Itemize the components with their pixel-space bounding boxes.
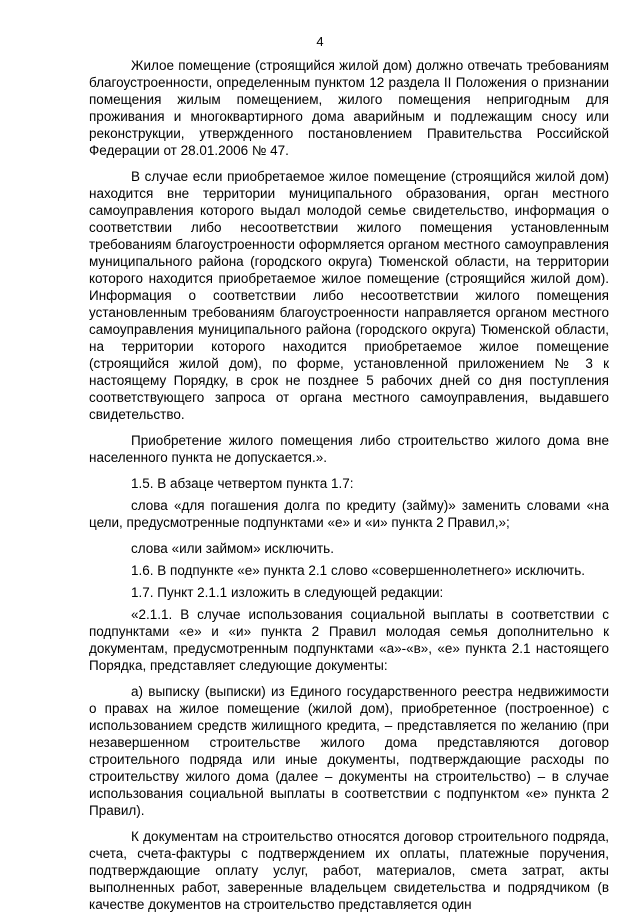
paragraph-construction-documents: К документам на строительство относятся договор строительного подряда, счета, счета-фактуры с подтверждением их оплаты, платежные поручения, подтверждающие оплату услуг, работ, материалов, смета затрат, акты выполненных работ, заверенные владельцем свидетельства и подрядчиком (в качестве документов на строительство представляется один — [89, 829, 609, 912]
paragraph-item-2-1-1: «2.1.1. В случае использования социальной выплаты в соответствии с подпунктами «е» и «и» пункта 2 Правил молодая семья дополнительно к документам, предусмотренным подпунктами «а»-«в», «е» пункта 2.1 настоящего Порядка, представляет следующие документы: — [89, 607, 609, 673]
paragraph-subitem-a: а) выписку (выписки) из Единого государственного реестра недвижимости о правах на жилое помещение (жилой дом), приобретенное (построенное) с использованием средств жилищного кредита, – представляется по желанию (при незавершенном строительстве жилого дома представляются договор строительного подряда или иные документы, подтверждающие расходы по строительству жилого дома (далее – документы на строительство) – в случае использования социальной выплаты в соответствии с подпунктом «е» пункта 2 Правил). — [89, 684, 609, 818]
paragraph-replace-words: слова «для погашения долга по кредиту (займу)» заменить словами «на цели, предусмотренные подпунктами «е» и «и» пункта 2 Правил,»; — [89, 498, 609, 530]
page-number: 4 — [316, 34, 324, 49]
paragraph-not-allowed: Приобретение жилого помещения либо строительство жилого дома вне населенного пункта не допускается.». — [89, 433, 609, 465]
paragraph-item-1-7: 1.7. Пункт 2.1.1 изложить в следующей редакции: — [131, 585, 444, 600]
paragraph-exclude-words: слова «или займом» исключить. — [131, 541, 334, 556]
paragraph-outside-territory: В случае если приобретаемое жилое помещение (строящийся жилой дом) находится вне территории муниципального образования, орган местного самоуправления которого выдал молодой семье свидетельство, информация о соответствии либо несоответствии жилого помещения установленным требованиям благоустроенности оформляется органом местного самоуправления муниципального района (городского округа) Тюменской области, на территории которого находится приобретаемое жилое помещение (строящийся жилой дом). Информация о соответствии либо несоответствии жилого помещения установленным требованиям благоустроенности направляется органом местного самоуправления муниципального района (городского округа) Тюменской области, на территории которого находится приобретаемое жилое помещение (строящийся жилой дом), по форме, установленной приложением № 3 к настоящему Порядку, в срок не позднее 5 рабочих дней со дня поступления соответствующего запроса от органа местного самоуправления, выдавшего свидетельство. — [89, 169, 609, 422]
paragraph-housing-requirements: Жилое помещение (строящийся жилой дом) должно отвечать требованиям благоустроенности, определенным пунктом 12 раздела II Положения о признании помещения жилым помещением, жилого помещения непригодным для проживания и многоквартирного дома аварийным и подлежащим сносу или реконструкции, утвержденного постановлением Правительства Российской Федерации от 28.01.2006 № 47. — [89, 58, 609, 158]
paragraph-item-1-5: 1.5. В абзаце четвертом пункта 1.7: — [131, 476, 354, 491]
document-body — [89, 57, 609, 922]
paragraph-item-1-6: 1.6. В подпункте «е» пункта 2.1 слово «совершеннолетнего» исключить. — [131, 563, 585, 578]
